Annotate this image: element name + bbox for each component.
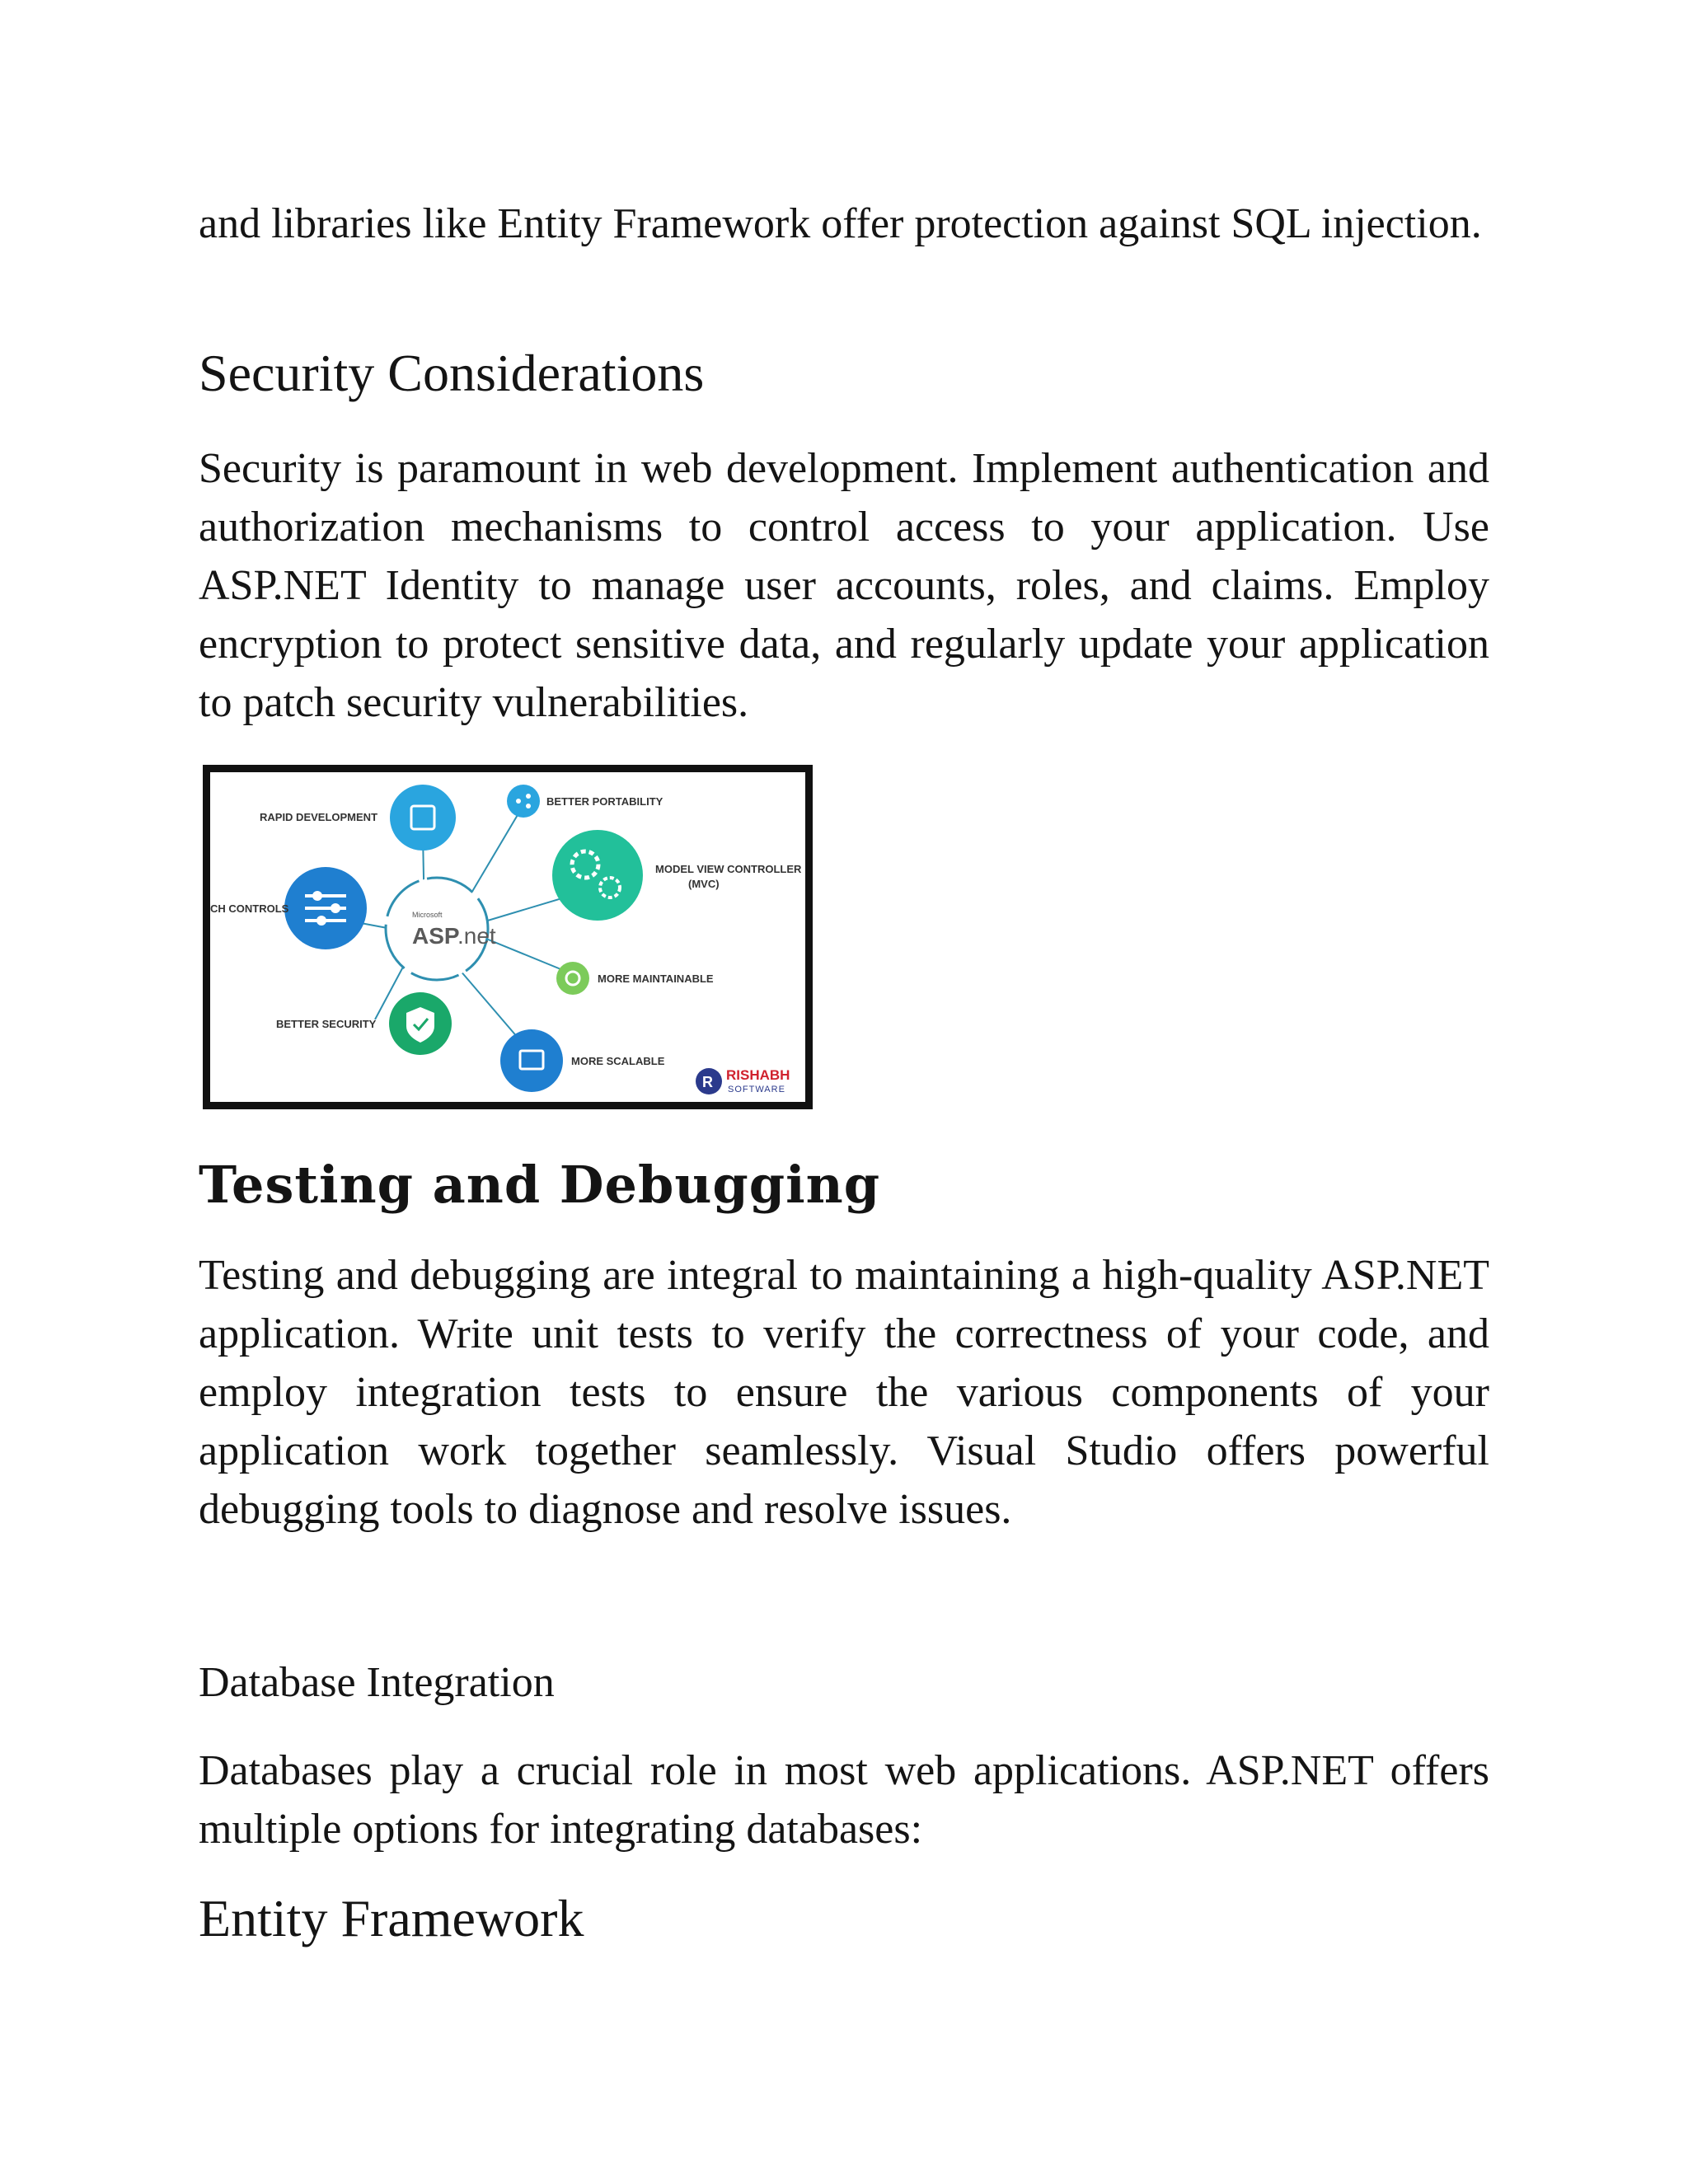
- paragraph-intro: and libraries like Entity Framework offer protection against SQL injection.: [199, 200, 1482, 247]
- node-rapid-development: [260, 785, 456, 851]
- heading-entity-framework: Entity Framework: [199, 1889, 584, 1947]
- diagram-svg: [210, 772, 805, 1102]
- node-better-portability: [507, 785, 663, 818]
- rishabh-software-logo: [696, 1067, 790, 1094]
- aspnet-benefits-diagram: [203, 765, 813, 1109]
- node-better-security: [276, 992, 452, 1055]
- heading-database-integration: Database Integration: [199, 1659, 555, 1706]
- aspnet-center: [386, 878, 496, 980]
- heading-testing-debugging: Testing and Debugging: [199, 1155, 881, 1215]
- label-more-scalable: MORE SCALABLE: [571, 1055, 665, 1067]
- label-mvc-line1: MODEL VIEW CONTROLLER: [655, 863, 802, 875]
- label-better-portability: BETTER PORTABILITY: [546, 795, 663, 808]
- paragraph-testing: Testing and debugging are integral to maintaining a high-quality ASP.NET application. Write unit tests to verify the correctness of your code, and employ integration tests to ensure the various components of your application work together seamlessly. Visual Studio offers powerful debugging tools to diagnose and resolve issues.: [199, 1252, 1489, 1533]
- diagram-frame: [203, 765, 813, 1109]
- paragraph-database: Databases play a crucial role in most web applications. ASP.NET offers multiple options for integrating databases:: [199, 1747, 1489, 1853]
- share-icon: [516, 799, 521, 804]
- label-mvc-line2: (MVC): [688, 878, 720, 890]
- svg-text:R: R: [702, 1074, 713, 1090]
- brand-name: RISHABH: [726, 1067, 790, 1083]
- node-mvc: [552, 830, 802, 921]
- brand-sub: SOFTWARE: [728, 1085, 785, 1094]
- label-rich-controls: CH CONTROLS: [210, 902, 289, 915]
- label-more-maintainable: MORE MAINTAINABLE: [598, 972, 714, 985]
- label-better-security: BETTER SECURITY: [276, 1018, 377, 1030]
- net-label: .net: [457, 923, 496, 949]
- paragraph-security: Security is paramount in web development. Implement authentication and authorization mechanisms to control access to your application. Use ASP.NET Identity to manage user accounts, roles, and claims. Employ encryption to protect sensitive data, and regularly update your application to patch security vulnerabilities.: [199, 445, 1489, 726]
- heading-security-considerations: Security Considerations: [199, 344, 705, 402]
- asp-label: ASP: [412, 923, 460, 949]
- microsoft-label: Microsoft: [412, 911, 443, 919]
- node-rich-controls: [210, 867, 367, 949]
- node-more-maintainable: [556, 962, 714, 995]
- label-rapid-development: RAPID DEVELOPMENT: [260, 811, 378, 823]
- node-more-scalable: [500, 1029, 665, 1092]
